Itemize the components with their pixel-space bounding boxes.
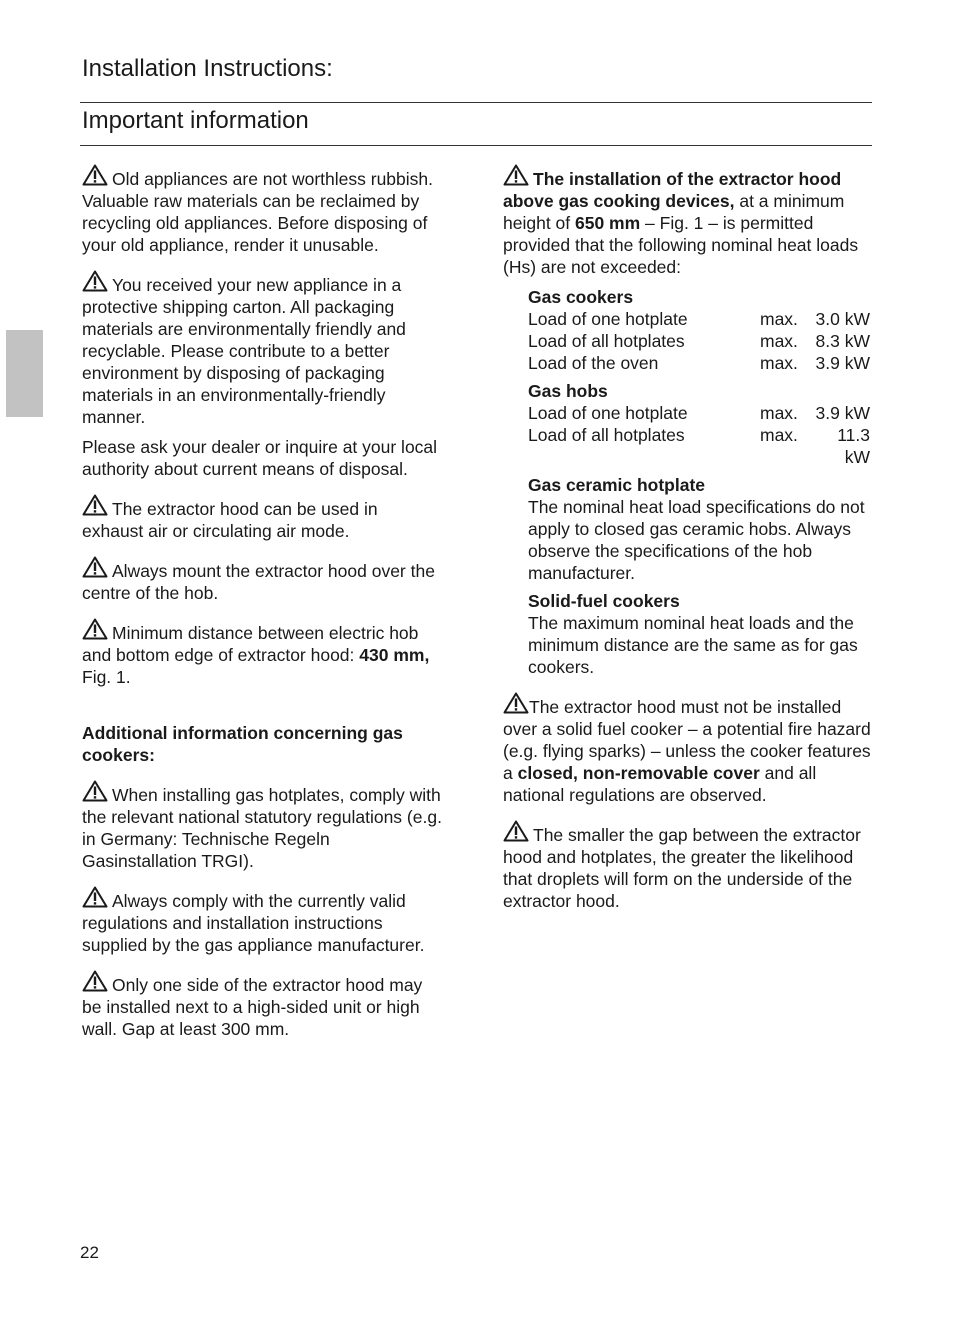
spec-row — [528, 424, 873, 468]
paragraph-text: You received your new appliance in a protective shipping carton. All packaging materials are environmentally friendly and recyclable. Please contribute to a better environment by disposing of packaging materials in an environmentally-friendly manner. — [82, 275, 406, 427]
spec-group-solid-fuel — [528, 590, 873, 678]
paragraph-gas-regulations — [82, 780, 442, 872]
spec-label: Load of one hotplate — [528, 403, 688, 423]
spec-row — [528, 308, 873, 330]
warning-triangle-icon — [82, 970, 108, 992]
warning-triangle-icon — [82, 556, 108, 578]
spec-max: max. — [760, 403, 798, 423]
paragraph-text: Only one side of the extractor hood may be installed next to a high-sided unit or high wall. Gap at least 300 mm. — [82, 975, 423, 1039]
section-title: Important information — [82, 107, 309, 134]
spec-value: 8.3 kW — [815, 331, 870, 351]
warning-triangle-icon — [82, 164, 108, 186]
paragraph-text: Old appliances are not worthless rubbish. Valuable raw materials can be reclaimed by recycling old appliances. Before disposing of your old appliance, render it unusable. — [82, 169, 434, 255]
spec-row — [528, 402, 873, 424]
paragraph-text: at a minimum height of — [503, 191, 845, 233]
spec-title: Gas cookers — [528, 287, 634, 307]
spec-value: 11.3 kW — [837, 425, 870, 467]
paragraph-text: and all national regulations are observed. — [503, 763, 817, 805]
warning-triangle-icon — [82, 780, 108, 802]
cover-requirement: closed, non-removable cover — [517, 763, 760, 783]
spec-label: Load of all hotplates — [528, 331, 685, 351]
spec-text: The nominal heat load specifications do not apply to closed gas ceramic hobs. Always observe the specifications of the hob manufacturer. — [528, 497, 865, 583]
paragraph-packaging — [82, 270, 442, 428]
minimum-height-value: 650 mm — [575, 213, 641, 233]
warning-triangle-icon — [82, 494, 108, 516]
paragraph-text: Always comply with the currently valid regulations and installation instructions supplied by the gas appliance manufacturer. — [82, 891, 425, 955]
spec-value: 3.9 kW — [815, 403, 870, 423]
spec-title: Solid-fuel cookers — [528, 591, 680, 611]
paragraph-min-distance — [82, 618, 442, 688]
spec-group-gas-ceramic — [528, 474, 873, 584]
paragraph-solid-fuel-warning — [503, 692, 873, 806]
warning-triangle-icon — [82, 270, 108, 292]
spec-row — [528, 330, 873, 352]
distance-value: 430 mm, — [359, 645, 430, 665]
warning-triangle-icon — [503, 820, 529, 842]
warning-triangle-icon — [503, 164, 529, 186]
warning-triangle-icon — [503, 692, 529, 714]
spec-label: Load of the oven — [528, 353, 659, 373]
spec-label: Load of one hotplate — [528, 309, 688, 329]
page-number: 22 — [80, 1243, 99, 1262]
paragraph-manufacturer-instructions — [82, 886, 442, 956]
header-rule — [80, 102, 872, 103]
warning-triangle-icon — [82, 886, 108, 908]
spec-title: Gas hobs — [528, 381, 608, 401]
warning-triangle-icon — [82, 618, 108, 640]
gas-cookers-heading: Additional information concerning gas cookers: — [82, 723, 403, 765]
spec-value: 3.9 kW — [815, 353, 870, 373]
language-side-tab — [6, 330, 43, 417]
spec-text: The maximum nominal heat loads and the minimum distance are the same as for gas cookers. — [528, 613, 858, 677]
spec-max: max. — [760, 425, 798, 445]
paragraph-disposal: Please ask your dealer or inquire at your local authority about current means of disposal. — [82, 437, 438, 479]
spec-title: Gas ceramic hotplate — [528, 475, 706, 495]
paragraph-air-mode — [82, 494, 442, 542]
spec-group-gas-cookers — [528, 286, 873, 374]
right-column — [503, 164, 873, 926]
paragraph-text: Minimum distance between electric hob and bottom edge of extractor hood: — [82, 623, 419, 665]
paragraph-text: The smaller the gap between the extractor hood and hotplates, the greater the likelihood that droplets will form on the underside of the extractor hood. — [503, 825, 861, 911]
figure-reference: Fig. 1. — [82, 667, 131, 687]
left-column — [82, 164, 442, 1054]
spec-max: max. — [760, 353, 798, 373]
spec-value: 3.0 kW — [815, 309, 870, 329]
installation-condition: The installation of the extractor hood above gas cooking devices, — [503, 169, 842, 211]
spec-max: max. — [760, 309, 798, 329]
paragraph-text: When installing gas hotplates, comply with the relevant national statutory regulations (e.g. in Germany: Technische Regeln Gasinstallation TRGI). — [82, 785, 442, 871]
paragraph-mount-centre — [82, 556, 442, 604]
spec-group-gas-hobs — [528, 380, 873, 468]
paragraph-text: The extractor hood must not be installed over a solid fuel cooker – a potential fire hazard (e.g. flying sparks) – unless the cooker features a — [503, 697, 871, 783]
paragraph-text: – Fig. 1 – is permitted provided that the following nominal heat loads (Hs) are not exceeded: — [503, 213, 859, 277]
paragraph-side-gap — [82, 970, 442, 1040]
spec-label: Load of all hotplates — [528, 425, 685, 445]
section-rule — [80, 145, 872, 146]
paragraph-text: Always mount the extractor hood over the centre of the hob. — [82, 561, 435, 603]
paragraph-droplets — [503, 820, 873, 912]
paragraph-recycling — [82, 164, 442, 256]
spec-max: max. — [760, 331, 798, 351]
spec-row — [528, 352, 873, 374]
header-title: Installation Instructions: — [82, 55, 333, 82]
paragraph-text: The extractor hood can be used in exhaust air or circulating air mode. — [82, 499, 378, 541]
paragraph-gas-installation — [503, 164, 873, 278]
